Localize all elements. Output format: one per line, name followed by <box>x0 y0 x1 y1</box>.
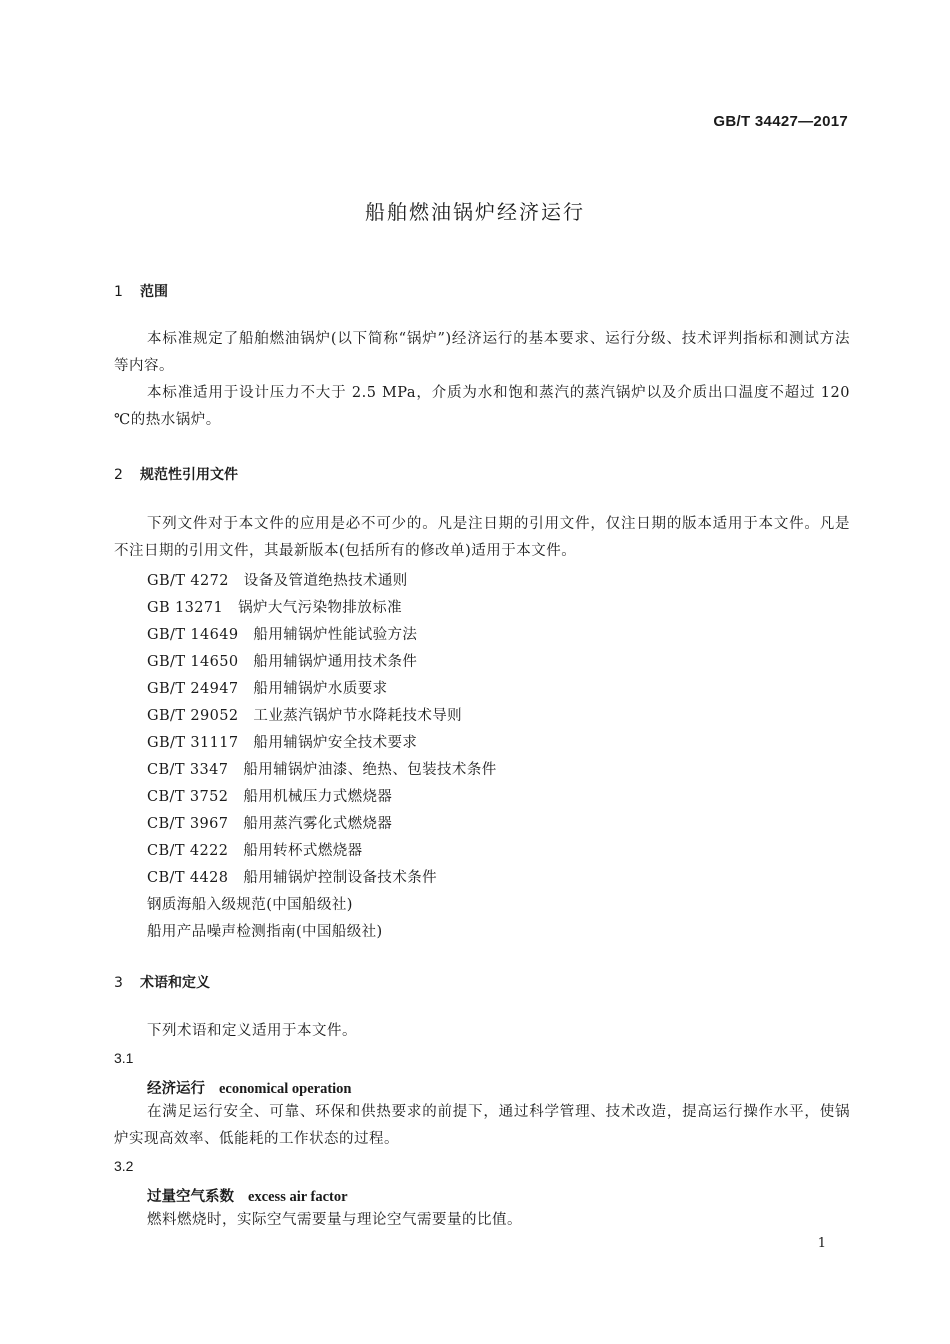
reference-item: CB/T 3967 船用蒸汽雾化式燃烧器 <box>147 816 393 832</box>
section-number: 2 <box>114 467 123 483</box>
document-title: 船舶燃油锅炉经济运行 <box>365 200 585 224</box>
term-definition: 在满足运行安全、可靠、环保和供热要求的前提下，通过科学管理、技术改造，提高运行操作水平，使锅炉实现高效率、低能耗的工作状态的过程。 <box>114 1104 850 1147</box>
term-en: excess air factor <box>248 1189 348 1205</box>
reference-item: 船用产品噪声检测指南(中国船级社) <box>147 924 383 940</box>
term-heading <box>147 1185 348 1206</box>
reference-item: GB 13271 锅炉大气污染物排放标准 <box>147 600 402 616</box>
reference-item: GB/T 29052 工业蒸汽锅炉节水降耗技术导则 <box>147 708 463 724</box>
term-en: economical operation <box>219 1081 352 1097</box>
term-heading <box>147 1077 352 1098</box>
paragraph: 本标准适用于设计压力不大于 2.5 MPa，介质为水和饱和蒸汽的蒸汽锅炉以及介质出口温度不超过 120 ℃的热水锅炉。 <box>114 385 850 428</box>
section-number: 1 <box>114 284 123 300</box>
section-heading-2 <box>114 464 238 484</box>
reference-item: GB/T 14649 船用辅锅炉性能试验方法 <box>147 627 418 643</box>
reference-item: GB/T 4272 设备及管道绝热技术通则 <box>147 573 408 589</box>
section-title: 术语和定义 <box>140 975 210 991</box>
term-zh: 经济运行 <box>147 1080 205 1097</box>
standard-code: GB/T 34427—2017 <box>713 113 848 130</box>
reference-item: GB/T 24947 船用辅锅炉水质要求 <box>147 681 388 697</box>
paragraph: 本标准规定了船舶燃油锅炉(以下简称“锅炉”)经济运行的基本要求、运行分级、技术评判指标和测试方法等内容。 <box>114 331 850 374</box>
page-number: 1 <box>817 1236 826 1251</box>
term-number: 3.1 <box>114 1050 134 1066</box>
reference-item: CB/T 4222 船用转杯式燃烧器 <box>147 843 363 859</box>
reference-item: 钢质海船入级规范(中国船级社) <box>147 897 353 913</box>
section-heading-1 <box>114 281 168 301</box>
reference-item: GB/T 31117 船用辅锅炉安全技术要求 <box>147 735 418 751</box>
section-number: 3 <box>114 975 123 991</box>
paragraph: 下列文件对于本文件的应用是必不可少的。凡是注日期的引用文件，仅注日期的版本适用于本文件。凡是不注日期的引用文件，其最新版本(包括所有的修改单)适用于本文件。 <box>114 516 850 559</box>
reference-item: GB/T 14650 船用辅锅炉通用技术条件 <box>147 654 418 670</box>
term-zh: 过量空气系数 <box>147 1188 234 1205</box>
section-title: 范围 <box>140 284 168 300</box>
section-title: 规范性引用文件 <box>140 467 238 483</box>
reference-item: CB/T 4428 船用辅锅炉控制设备技术条件 <box>147 870 438 886</box>
term-definition: 燃料燃烧时，实际空气需要量与理论空气需要量的比值。 <box>147 1212 522 1228</box>
reference-item: CB/T 3752 船用机械压力式燃烧器 <box>147 789 393 805</box>
paragraph: 下列术语和定义适用于本文件。 <box>147 1023 357 1039</box>
reference-item: CB/T 3347 船用辅锅炉油漆、绝热、包装技术条件 <box>147 762 497 778</box>
term-number: 3.2 <box>114 1158 134 1174</box>
section-heading-3 <box>114 972 210 992</box>
